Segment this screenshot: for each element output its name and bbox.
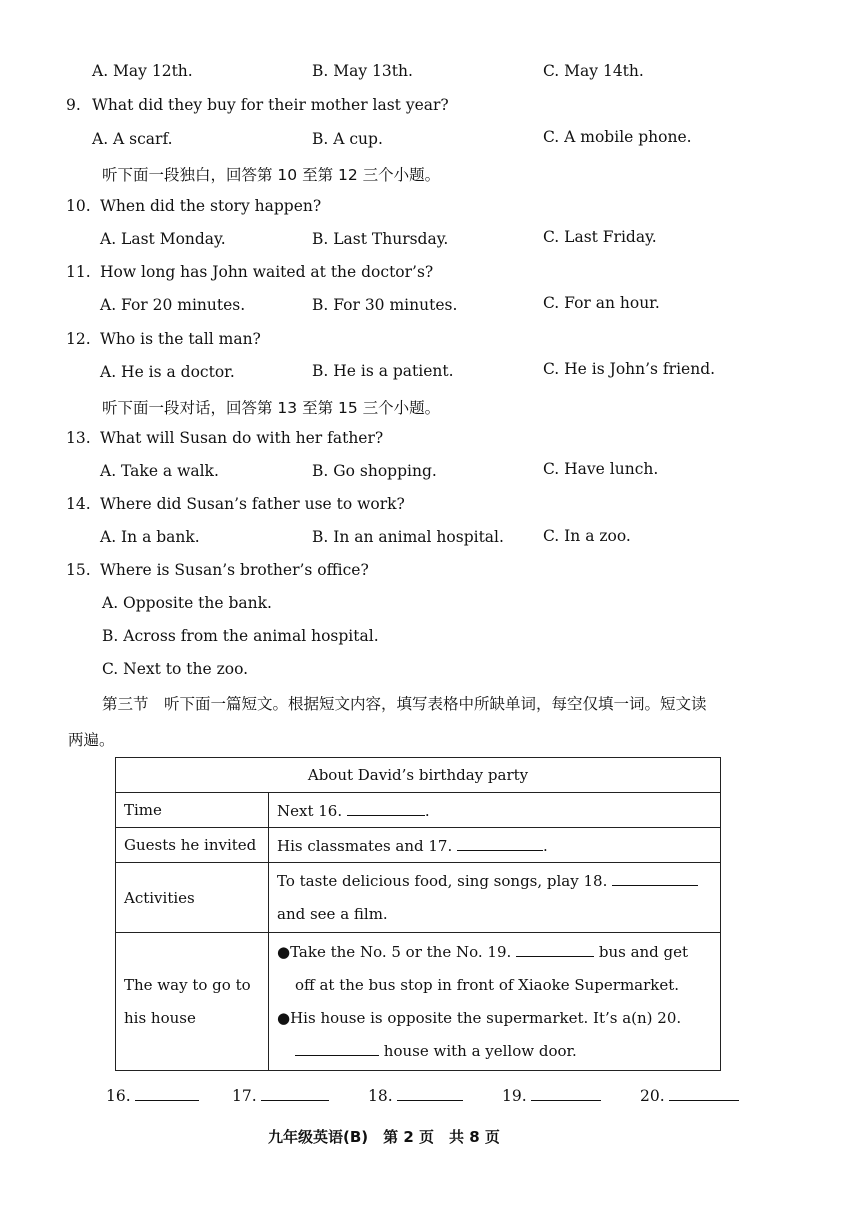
q15-text: Where is Susan’s brother’s office? bbox=[100, 561, 369, 579]
q11-option-a: A. For 20 minutes. bbox=[100, 296, 246, 314]
guests-cell: His classmates and 17. . bbox=[269, 828, 721, 863]
answer-blank-19[interactable] bbox=[531, 1086, 601, 1101]
q10-text: When did the story happen? bbox=[100, 197, 322, 215]
activities-label: Activities bbox=[116, 863, 269, 933]
q13-option-c: C. Have lunch. bbox=[543, 460, 659, 478]
q14-option-a: A. In a bank. bbox=[100, 528, 200, 546]
way-cell bbox=[269, 933, 721, 1071]
blank-17[interactable] bbox=[457, 836, 543, 851]
activities-line1: To taste delicious food, sing songs, play 18. bbox=[277, 871, 608, 890]
q11-number: 11. bbox=[66, 263, 91, 281]
q8-option-b: B. May 13th. bbox=[312, 62, 413, 80]
activities-line2: and see a film. bbox=[277, 904, 388, 923]
table-title: About David’s birthday party bbox=[116, 758, 721, 793]
q12-option-c: C. He is John’s friend. bbox=[543, 360, 716, 378]
activities-cell bbox=[269, 863, 721, 933]
way-line3: His house is opposite the supermarket. It’s a(n) 20. bbox=[290, 1008, 682, 1027]
answer-blank-16[interactable] bbox=[135, 1086, 199, 1101]
blank-18[interactable] bbox=[612, 871, 698, 886]
section3-instruction-line1: 第三节 听下面一篇短文。根据短文内容，填写表格中所缺单词，每空仅填一词。短文读 bbox=[102, 695, 707, 713]
answer-label-16: 16. bbox=[106, 1087, 131, 1105]
q9-number: 9. bbox=[66, 96, 81, 114]
page-footer: 九年级英语(B) 第 2 页 共 8 页 bbox=[268, 1128, 500, 1146]
time-label: Time bbox=[116, 793, 269, 828]
answer-label-17: 17. bbox=[232, 1087, 257, 1105]
guests-value: His classmates and 17. bbox=[277, 836, 453, 855]
q15-option-c: C. Next to the zoo. bbox=[102, 660, 249, 678]
q14-number: 14. bbox=[66, 495, 91, 513]
bullet-2: ● bbox=[277, 1008, 291, 1027]
q12-number: 12. bbox=[66, 330, 91, 348]
section3-instruction-line2: 两遍。 bbox=[68, 731, 115, 749]
q15-option-a: A. Opposite the bank. bbox=[102, 594, 272, 612]
q13-option-b: B. Go shopping. bbox=[312, 462, 437, 480]
q10-option-b: B. Last Thursday. bbox=[312, 230, 449, 248]
q9-option-a: A. A scarf. bbox=[92, 130, 173, 148]
way-label-cell bbox=[116, 933, 269, 1071]
q8-option-a: A. May 12th. bbox=[92, 62, 193, 80]
blank-16[interactable] bbox=[347, 801, 425, 816]
blank-19[interactable] bbox=[516, 942, 594, 957]
monologue-instruction: 听下面一段独白，回答第 10 至第 12 三个小题。 bbox=[102, 166, 441, 184]
way-line1a: Take the No. 5 or the No. 19. bbox=[290, 942, 512, 961]
way-label-line1: The way to go to bbox=[124, 975, 251, 994]
q14-text: Where did Susan’s father use to work? bbox=[100, 495, 405, 513]
time-value: Next 16. bbox=[277, 801, 343, 820]
q13-number: 13. bbox=[66, 429, 91, 447]
answer-label-18: 18. bbox=[368, 1087, 393, 1105]
bullet-1: ● bbox=[277, 942, 291, 961]
birthday-party-table bbox=[115, 757, 721, 1071]
q13-option-a: A. Take a walk. bbox=[100, 462, 219, 480]
dialogue-instruction: 听下面一段对话，回答第 13 至第 15 三个小题。 bbox=[102, 399, 441, 417]
q10-number: 10. bbox=[66, 197, 91, 215]
q10-option-c: C. Last Friday. bbox=[543, 228, 657, 246]
q15-number: 15. bbox=[66, 561, 91, 579]
q15-option-b: B. Across from the animal hospital. bbox=[102, 627, 379, 645]
q14-option-c: C. In a zoo. bbox=[543, 527, 631, 545]
answer-label-19: 19. bbox=[502, 1087, 527, 1105]
q12-option-a: A. He is a doctor. bbox=[100, 363, 235, 381]
q9-option-c: C. A mobile phone. bbox=[543, 128, 692, 146]
q11-option-c: C. For an hour. bbox=[543, 294, 660, 312]
time-cell: Next 16. . bbox=[269, 793, 721, 828]
q9-text: What did they buy for their mother last year? bbox=[92, 96, 449, 114]
q11-option-b: B. For 30 minutes. bbox=[312, 296, 458, 314]
q13-text: What will Susan do with her father? bbox=[100, 429, 384, 447]
answer-label-20: 20. bbox=[640, 1087, 665, 1105]
answer-blank-18[interactable] bbox=[397, 1086, 463, 1101]
q11-text: How long has John waited at the doctor’s? bbox=[100, 263, 434, 281]
q9-option-b: B. A cup. bbox=[312, 130, 383, 148]
guests-label: Guests he invited bbox=[116, 828, 269, 863]
q12-option-b: B. He is a patient. bbox=[312, 362, 454, 380]
q10-option-a: A. Last Monday. bbox=[100, 230, 226, 248]
blank-20[interactable] bbox=[295, 1041, 379, 1056]
way-line1b: bus and get bbox=[598, 942, 689, 961]
way-line4: house with a yellow door. bbox=[383, 1041, 577, 1060]
way-line2: off at the bus stop in front of Xiaoke Supermarket. bbox=[295, 975, 680, 994]
answer-blank-17[interactable] bbox=[261, 1086, 329, 1101]
answer-blank-20[interactable] bbox=[669, 1086, 739, 1101]
way-label-line2: his house bbox=[124, 1008, 196, 1027]
q14-option-b: B. In an animal hospital. bbox=[312, 528, 504, 546]
q12-text: Who is the tall man? bbox=[100, 330, 261, 348]
q8-option-c: C. May 14th. bbox=[543, 62, 644, 80]
